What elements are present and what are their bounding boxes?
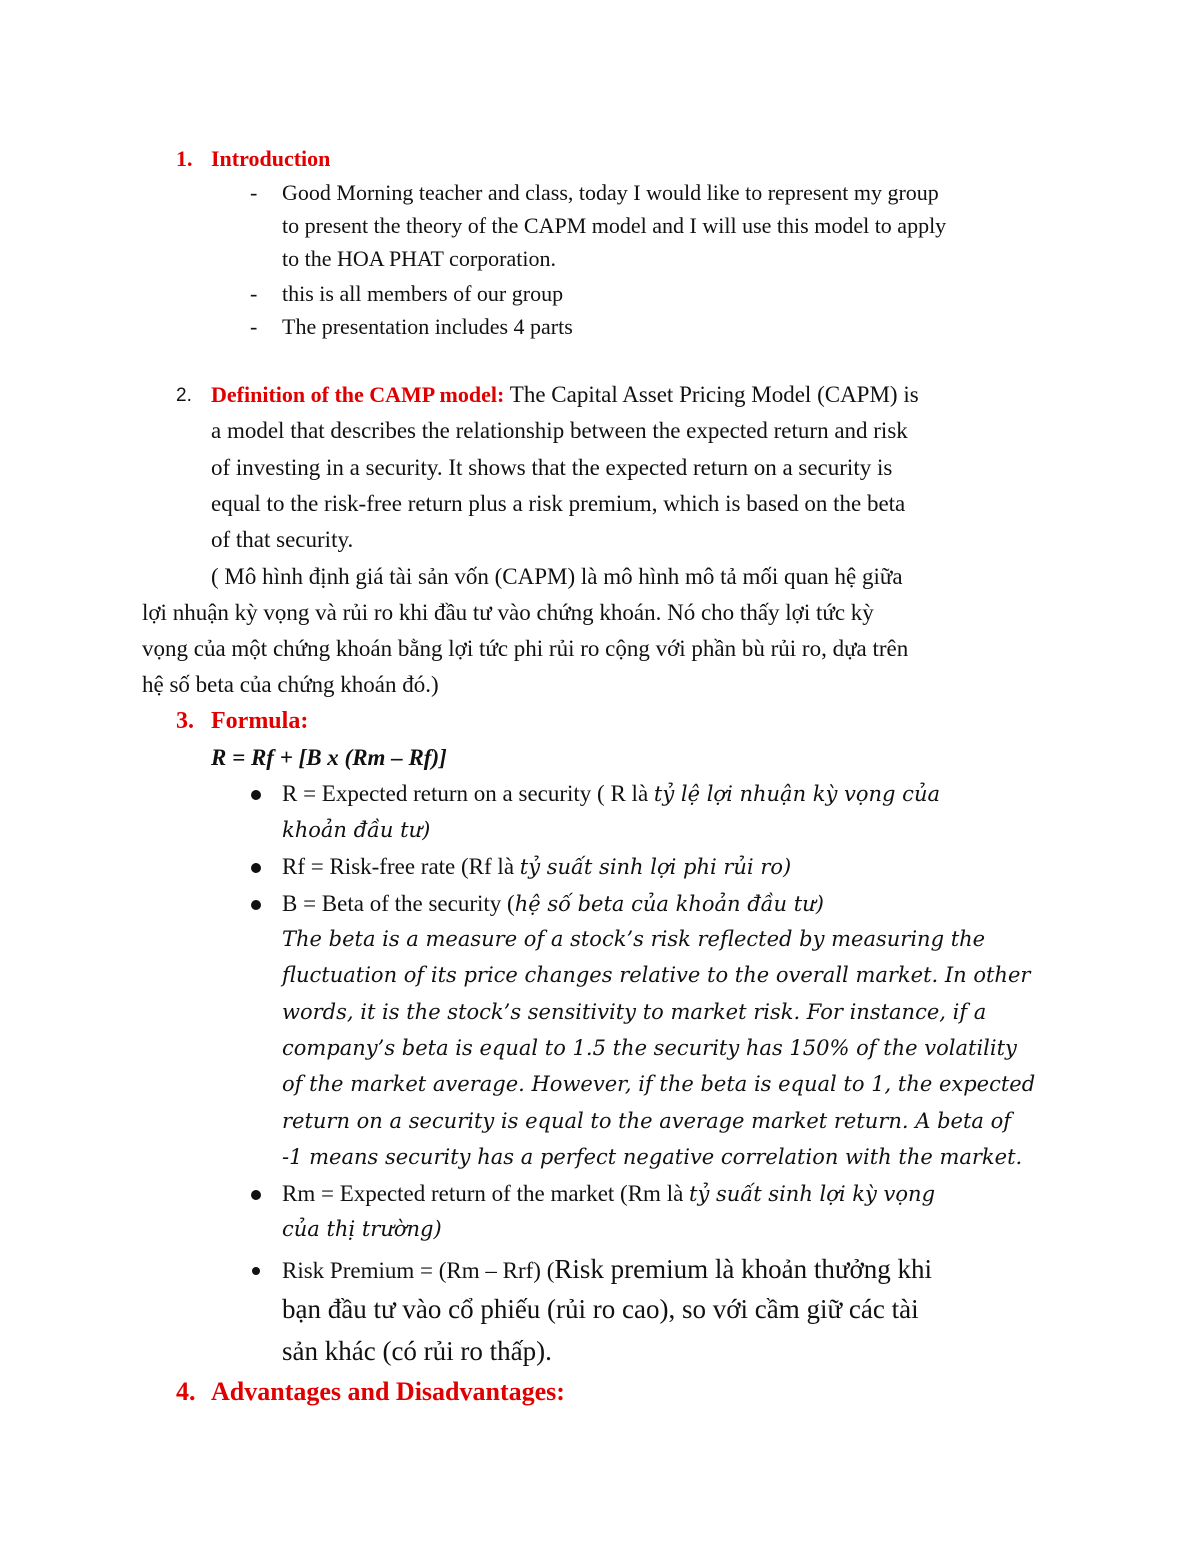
intro-item-1-line-1: Good Morning teacher and class, today I would like to represent my group	[282, 180, 939, 205]
intro-item-2: this is all members of our group	[282, 281, 564, 306]
bullet-r-line-2: khoản đầu tư)	[282, 818, 431, 842]
section-2-number: 2.	[176, 385, 192, 406]
section-1-number: 1.	[176, 146, 193, 171]
beta-desc-line-4: company’s beta is equal to 1.5 the security has 150% of the volatility	[282, 1036, 1017, 1060]
beta-desc-line-3: words, it is the stock’s sensitivity to market risk. For instance, if a	[282, 1000, 987, 1024]
bullet-dot	[252, 1267, 260, 1275]
bullet-rm-text: Rm = Expected return of the market (Rm là	[282, 1181, 690, 1206]
vn-definition-line-3: vọng của một chứng khoán bằng lợi tức phi rủi ro cộng với phần bù rủi ro, dựa trên	[142, 636, 909, 661]
beta-desc-line-1: The beta is a measure of a stock’s risk reflected by measuring the	[282, 927, 986, 951]
beta-desc-line-6: return on a security is equal to the average market return. A beta of	[282, 1109, 1011, 1133]
dash-marker: -	[250, 314, 258, 339]
definition-line-1: The Capital Asset Pricing Model (CAPM) is	[509, 382, 919, 407]
beta-desc-line-7: -1 means security has a perfect negative correlation with the market.	[282, 1145, 1023, 1169]
definition-line-3: of investing in a security. It shows that the expected return on a security is	[211, 455, 893, 480]
risk-premium-vn-1: Risk premium là khoản thưởng khi	[554, 1254, 932, 1284]
bullet-rf-italic: tỷ suất sinh lợi phi rủi ro)	[519, 855, 792, 879]
vn-definition-line-2: lợi nhuận kỳ vọng và rủi ro khi đầu tư vào chứng khoán. Nó cho thấy lợi tức kỳ	[142, 600, 874, 625]
section-3-number: 3.	[176, 708, 194, 734]
section-3-title: Formula:	[211, 708, 309, 734]
vn-definition-line-1: ( Mô hình định giá tài sản vốn (CAPM) là mô hình mô tả mối quan hệ giữa	[211, 564, 903, 589]
definition-line-2: a model that describes the relationship between the expected return and risk	[211, 418, 908, 443]
bullet-rm-line-2: của thị trường)	[282, 1217, 442, 1241]
section-1-title: Introduction	[211, 146, 331, 171]
bullet-b-text: B = Beta of the security (	[282, 891, 515, 916]
definition-line-4: equal to the risk-free return plus a risk premium, which is based on the beta	[211, 491, 906, 516]
bullet-dot	[251, 900, 261, 910]
bullet-r-italic: tỷ lệ lợi nhuận kỳ vọng của	[653, 782, 940, 806]
bullet-rm-line-1	[282, 1181, 935, 1207]
intro-item-3: The presentation includes 4 parts	[282, 314, 573, 339]
section-2-title: Definition of the CAMP model:	[211, 382, 505, 407]
risk-premium-vn-2: bạn đầu tư vào cổ phiếu (rủi ro cao), so với cầm giữ các tài	[282, 1294, 919, 1324]
bullet-r-line-1	[282, 781, 940, 807]
dash-marker: -	[250, 180, 258, 205]
capm-formula: R = Rf + [B x (Rm – Rf)]	[211, 745, 447, 770]
bullet-rf-text: Rf = Risk-free rate (Rf là	[282, 854, 520, 879]
bullet-risk-premium-line-1	[282, 1254, 932, 1285]
beta-desc-line-5: of the market average. However, if the beta is equal to 1, the expected	[282, 1072, 1036, 1096]
bullet-b-line	[282, 891, 824, 917]
dash-marker: -	[250, 281, 258, 306]
definition-line-5: of that security.	[211, 527, 354, 552]
bullet-b-italic: hệ số beta của khoản đầu tư)	[514, 892, 824, 916]
intro-item-1-line-3: to the HOA PHAT corporation.	[282, 246, 556, 271]
bullet-risk-premium-text: Risk Premium = (Rm – Rrf) (	[282, 1258, 555, 1283]
bullet-dot	[251, 1190, 261, 1200]
beta-desc-line-2: fluctuation of its price changes relative to the overall market. In other	[282, 963, 1031, 987]
intro-item-1-line-2: to present the theory of the CAPM model and I will use this model to apply	[282, 213, 947, 238]
bullet-rf-line	[282, 854, 791, 880]
section-4-number: 4.	[176, 1377, 196, 1406]
vn-definition-line-4: hệ số beta của chứng khoán đó.)	[142, 672, 439, 697]
section-4-title: Advantages and Disadvantages:	[211, 1377, 565, 1406]
section-2-first-line	[211, 382, 919, 408]
bullet-rm-italic: tỷ suất sinh lợi kỳ vọng	[689, 1182, 936, 1206]
bullet-dot	[251, 790, 261, 800]
risk-premium-vn-3: sản khác (có rủi ro thấp).	[282, 1336, 552, 1366]
bullet-dot	[251, 863, 261, 873]
bullet-r-text: R = Expected return on a security ( R là	[282, 781, 654, 806]
